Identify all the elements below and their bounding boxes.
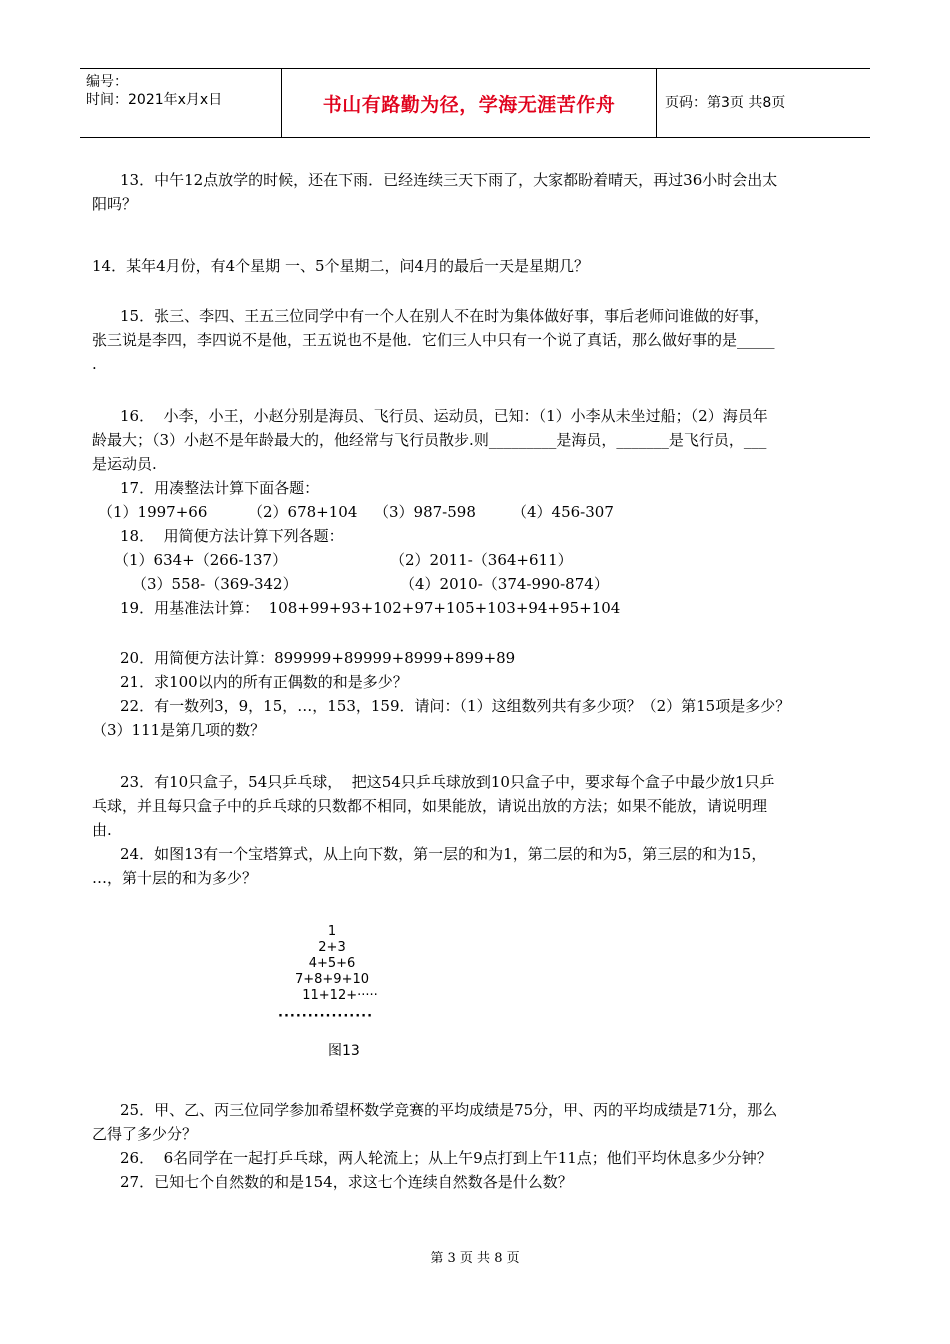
q18-item: （2）2011-（364+611） bbox=[390, 551, 573, 569]
question-23-line-2: 乓球，并且每只盒子中的乒乓球的只数都不相同，如果能放，请说出放的方法；如果不能放，请说明理 bbox=[92, 797, 768, 815]
question-23-line-1: 23．有10只盒子，54只乒乓球， 把这54只乒乓球放到10只盒子中，要求每个盒子中最少放1只乒 bbox=[120, 773, 775, 791]
header-meta-cell bbox=[80, 69, 280, 137]
question-22-line-1: 22．有一数列3，9，15，…，153，159．请问：（1）这组数列共有多少项？（2）第15项是多少？ bbox=[120, 697, 791, 715]
question-16-line-2: 龄最大；（3）小赵不是年龄最大的，他经常与飞行员散步.则_________是海员，_______是飞行员，___ bbox=[92, 431, 767, 449]
question-25-line-2: 乙得了多少分？ bbox=[92, 1125, 198, 1143]
pagoda-row: 1 bbox=[327, 924, 337, 939]
question-17: 17．用凑整法计算下面各题： bbox=[120, 479, 320, 497]
question-18-row-1 bbox=[92, 548, 862, 572]
question-15-line-3: . bbox=[92, 355, 97, 373]
pagoda-row: 11+12+····· bbox=[302, 988, 378, 1003]
question-20: 20．用简便方法计算：899999+89999+8999+899+89 bbox=[120, 649, 516, 667]
q18-item: （4）2010-（374-990-874） bbox=[400, 575, 609, 593]
question-15-line-1: 15．张三、李四、王五三位同学中有一个人在别人不在时为集体做好事，事后老师问谁做的好事， bbox=[120, 307, 770, 325]
pagoda-row: 4+5+6 bbox=[308, 956, 356, 971]
q17-item: （1）1997+66 bbox=[98, 503, 208, 521]
motto-text: 书山有路勤为径，学海无涯苦作舟 bbox=[322, 93, 616, 116]
page-footer: 第 3 页 共 8 页 bbox=[430, 1251, 520, 1266]
question-18-row-2 bbox=[92, 572, 862, 596]
question-18: 18． 用简便方法计算下列各题： bbox=[120, 527, 344, 545]
question-list bbox=[92, 168, 862, 890]
question-13-line-2: 阳吗？ bbox=[92, 195, 138, 213]
pagoda-row: 2+3 bbox=[318, 940, 346, 955]
document-header bbox=[80, 68, 870, 138]
question-16-line-3: 是运动员. bbox=[92, 455, 157, 473]
header-page-cell bbox=[657, 69, 870, 137]
question-17-items bbox=[92, 500, 862, 524]
question-14: 14．某年4月份，有4个星期 一、5个星期二，问4月的最后一天是星期几？ bbox=[92, 257, 590, 275]
header-motto-cell bbox=[281, 69, 657, 137]
q18-item: （3）558-（369-342） bbox=[132, 575, 298, 593]
pagoda-row: 7+8+9+10 bbox=[294, 972, 370, 987]
page-code: 页码：第3页 共8页 bbox=[665, 95, 786, 111]
time-label: 时间：2021年x月x日 bbox=[86, 92, 223, 108]
question-27: 27．已知七个自然数的和是154，求这七个连续自然数各是什么数？ bbox=[120, 1173, 573, 1191]
question-list-lower bbox=[92, 1098, 862, 1194]
question-22-line-2: （3）111是第几项的数？ bbox=[92, 721, 266, 739]
question-24-line-1: 24．如图13有一个宝塔算式，从上向下数，第一层的和为1，第二层的和为5，第三层的和为15， bbox=[120, 845, 767, 863]
q18-item: （1）634+（266-137） bbox=[114, 551, 288, 569]
question-26: 26． 6名同学在一起打乒乓球，两人轮流上；从上午9点打到上午11点；他们平均休息多少分钟？ bbox=[120, 1149, 772, 1167]
q17-item: （3）987-598 bbox=[374, 503, 476, 521]
figure-caption: 图13 bbox=[328, 1043, 360, 1059]
question-24-line-2: …，第十层的和为多少？ bbox=[92, 869, 258, 887]
number-label: 编号： bbox=[86, 74, 128, 90]
question-19: 19．用基准法计算： 108+99+93+102+97+105+103+94+95+104 bbox=[120, 599, 621, 617]
question-21: 21．求100以内的所有正偶数的和是多少？ bbox=[120, 673, 408, 691]
q17-item: （2）678+104 bbox=[248, 503, 358, 521]
pagoda-figure bbox=[268, 924, 418, 1064]
q17-item: （4）456-307 bbox=[512, 503, 614, 521]
question-25-line-1: 25．甲、乙、丙三位同学参加希望杯数学竞赛的平均成绩是75分，甲、丙的平均成绩是71分，那么 bbox=[120, 1101, 778, 1119]
question-13-line-1: 13．中午12点放学的时候，还在下雨．已经连续三天下雨了，大家都盼着晴天，再过36小时会出太 bbox=[120, 171, 778, 189]
question-15-line-2: 张三说是李四，李四说不是他，王五说也不是他．它们三人中只有一个说了真话，那么做好事的是_____ bbox=[92, 331, 775, 349]
pagoda-dots: ················ bbox=[278, 1009, 374, 1024]
question-23-line-3: 由. bbox=[92, 821, 112, 839]
question-16-line-1: 16． 小李，小王，小赵分别是海员、飞行员、运动员，已知：（1）小李从未坐过船；（2）海员年 bbox=[120, 407, 768, 425]
